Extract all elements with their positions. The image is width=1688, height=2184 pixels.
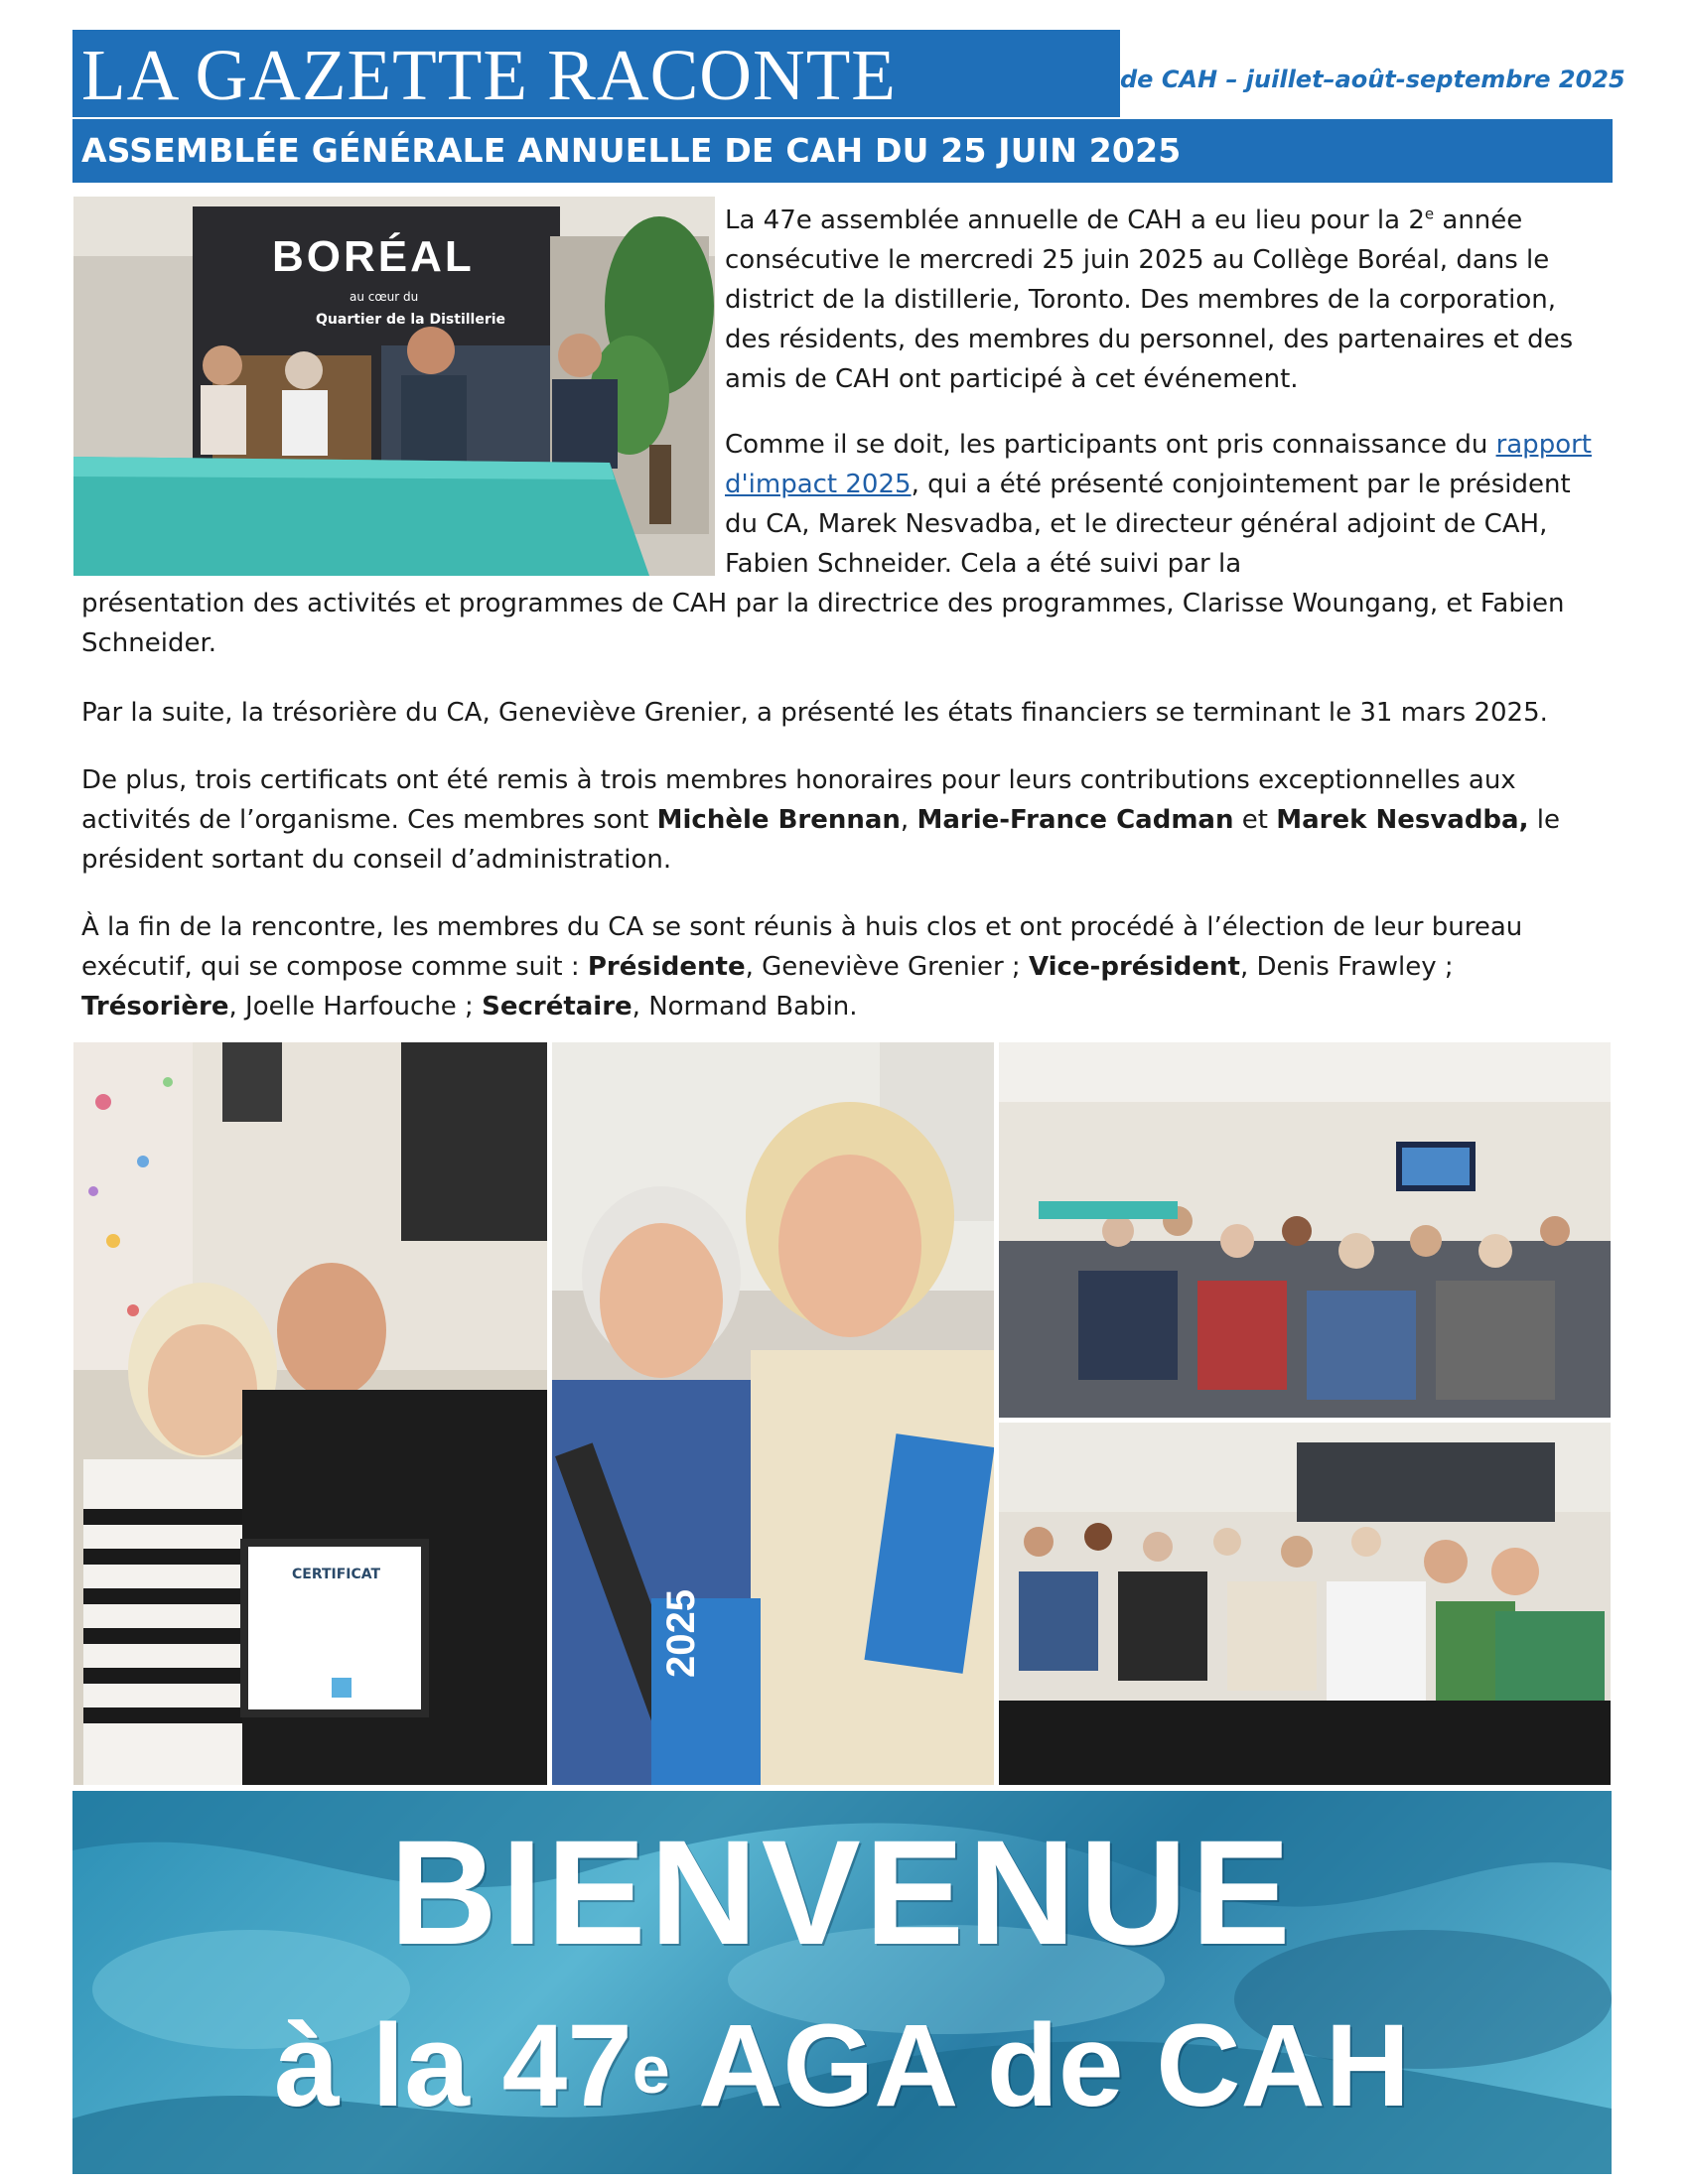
article-paragraph: La 47e assemblée annuelle de CAH a eu lieu pour la 2e année consécutive le mercredi 25 juin 2025 au Collège Boréal, dans le district de la distillerie, Toronto. Des membres de la corporation, des résidents, des membres du personnel, des partenaires et des amis de CAH ont participé à cet événement. — [725, 205, 1574, 394]
role-label: Trésorière — [81, 992, 229, 1022]
honoree-name: Michèle Brennan — [656, 805, 901, 835]
article-paragraph: À la fin de la rencontre, les membres du CA se sont réunis à huis clos et ont procédé à l’élection de leur bureau exécutif, qui se compose comme suit : Présidente, Geneviève Grenier ; Vice-président, Denis Frawley ; Trésorière, Joelle Harfouche ; Secrétaire, Normand Babin. — [81, 912, 1523, 1022]
photo-audience-1 — [999, 1042, 1611, 1418]
banner-heading: BIENVENUE — [389, 1809, 1295, 1976]
article-paragraph: De plus, trois certificats ont été remis à trois membres honoraires pour leurs contributions exceptionnelles aux activités de l’organisme. Ces membres sont Michèle Brennan, Marie-France Cadman et Marek Nesvadba, le président sortant du conseil d’administration. — [81, 765, 1560, 875]
article-paragraph: Par la suite, la trésorière du CA, Geneviève Grenier, a présenté les états financiers se terminant le 31 mars 2025. — [81, 698, 1548, 728]
banner-subheading: à la 47e AGA de CAH — [274, 2000, 1410, 2131]
article-heading: ASSEMBLÉE GÉNÉRALE ANNUELLE DE CAH DU 25 JUIN 2025 — [81, 131, 1182, 170]
article-paragraph-continued: présentation des activités et programmes de CAH par la directrice des programmes, Clarisse Woungang, et Fabien Schneider. — [81, 589, 1565, 658]
certificate-label: CERTIFICAT — [292, 1567, 381, 1582]
photo-two-women — [552, 1042, 994, 1785]
issue-date: de CAH – juillet–août-septembre 2025 — [1120, 66, 1625, 93]
sign-subtext: au cœur du — [350, 290, 419, 304]
role-label: Vice-président — [1028, 952, 1240, 982]
article-paragraph: Comme il se doit, les participants ont pris connaissance du rapport d'impact 2025, qui a été présenté conjointement par le président du CA, Marek Nesvadba, et le directeur général adjoint de CAH, Fabien Schneider. Cela a été suivi par la — [725, 430, 1592, 579]
photo-audience-2 — [999, 1423, 1611, 1785]
honoree-name: Marie-France Cadman — [916, 805, 1234, 835]
photo-certificate — [73, 1042, 547, 1785]
sign-subtext: Quartier de la Distillerie — [316, 312, 506, 328]
sign-text: BORÉAL — [272, 232, 475, 281]
welcome-banner — [72, 1791, 1612, 2174]
honoree-name: Marek Nesvadba, — [1276, 805, 1529, 835]
photo-panel-table — [73, 197, 715, 576]
newsletter-title: LA GAZETTE RACONTE — [81, 35, 897, 115]
impact-report-link[interactable]: rapport d'impact 2025 — [725, 430, 1592, 499]
role-label: Secrétaire — [482, 992, 633, 1022]
brochure-year: 2025 — [659, 1589, 703, 1678]
role-label: Présidente — [587, 952, 746, 982]
